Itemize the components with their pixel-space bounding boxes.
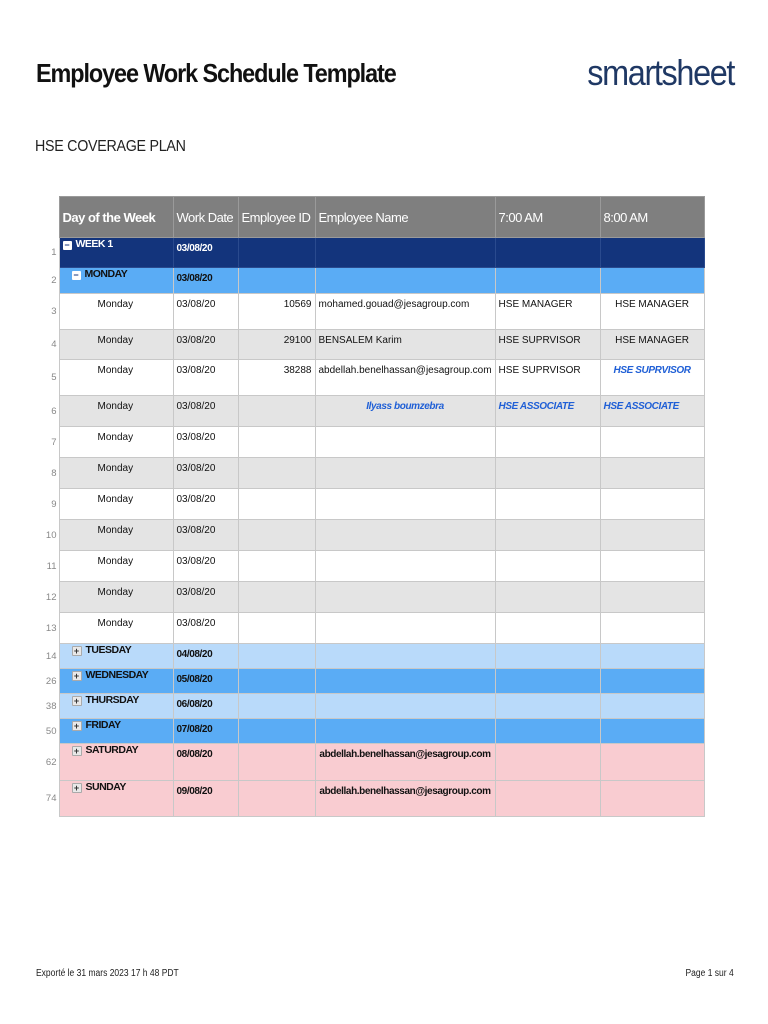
table-row[interactable] — [38, 613, 704, 644]
date-cell[interactable] — [173, 294, 238, 330]
day-cell[interactable] — [59, 427, 173, 458]
date-cell-text: 03/08/20 — [176, 401, 216, 412]
shift-7am-cell[interactable] — [495, 669, 600, 694]
column-header-employee-name[interactable]: Employee Name — [315, 197, 495, 238]
shift-7am-cell[interactable] — [495, 694, 600, 719]
shift-8am-cell-text: HSE SUPRVISOR — [613, 365, 691, 376]
column-header-day[interactable]: Day of the Week — [59, 197, 173, 238]
shift-8am-cell[interactable] — [600, 719, 704, 744]
shift-7am-cell[interactable] — [495, 781, 600, 817]
row-number: 11 — [38, 551, 59, 582]
collapse-icon[interactable]: − — [73, 270, 79, 280]
row-number: 62 — [38, 744, 59, 781]
shift-7am-cell[interactable] — [495, 719, 600, 744]
shift-7am-cell-text: HSE ASSOCIATE — [498, 401, 574, 412]
date-cell[interactable] — [173, 458, 238, 489]
day-group-row-saturday[interactable] — [38, 744, 704, 781]
sheet-subtitle: HSE COVERAGE PLAN — [35, 138, 186, 155]
employee-name-cell-text: mohamed.gouad@jesagroup.com — [318, 299, 470, 310]
employee-name-cell[interactable] — [315, 330, 495, 360]
date-cell-text: 03/08/20 — [176, 525, 216, 536]
row-number: 9 — [38, 489, 59, 520]
group-label: FRIDAY — [85, 719, 121, 731]
group-date-cell-text: 06/08/20 — [176, 699, 213, 710]
day-group-row-sunday[interactable] — [38, 781, 704, 817]
row-number: 6 — [38, 396, 59, 427]
row-number: 4 — [38, 330, 59, 360]
row-number: 38 — [38, 694, 59, 719]
schedule-table — [38, 196, 705, 817]
group-label: THURSDAY — [85, 694, 139, 706]
day-cell[interactable] — [59, 489, 173, 520]
day-group-row-wednesday[interactable] — [38, 669, 704, 694]
employee-id-cell[interactable] — [238, 360, 315, 396]
day-group-row-thursday[interactable] — [38, 694, 704, 719]
group-day-cell[interactable] — [59, 669, 173, 694]
shift-7am-cell[interactable] — [495, 427, 600, 458]
table-row[interactable] — [38, 396, 704, 427]
employee-name-cell[interactable] — [315, 613, 495, 644]
group-date-cell-text: 04/08/20 — [176, 649, 213, 660]
shift-8am-cell[interactable] — [600, 694, 704, 719]
row-number: 13 — [38, 613, 59, 644]
employee-name-cell-text: abdellah.benelhassan@jesagroup.com — [319, 749, 491, 760]
shift-8am-cell[interactable] — [600, 613, 704, 644]
day-cell-text: Monday — [97, 335, 134, 346]
row-number: 26 — [38, 669, 59, 694]
shift-8am-cell[interactable] — [600, 360, 704, 396]
group-label: SATURDAY — [85, 744, 139, 756]
week-cell[interactable] — [59, 238, 173, 268]
day-cell[interactable] — [59, 582, 173, 613]
employee-name-cell[interactable] — [315, 551, 495, 582]
group-day-cell[interactable] — [59, 719, 173, 744]
monday-group-row[interactable] — [38, 268, 704, 294]
day-cell-text: Monday — [97, 463, 134, 474]
page-title: Employee Work Schedule Template — [36, 58, 396, 88]
shift-8am-cell[interactable] — [600, 427, 704, 458]
employee-name-cell[interactable] — [315, 294, 495, 330]
shift-7am-cell[interactable] — [495, 489, 600, 520]
column-header-8am[interactable]: 8:00 AM — [600, 197, 704, 238]
employee-id-cell[interactable] — [238, 551, 315, 582]
row-number-header — [38, 197, 59, 238]
employee-name-cell[interactable] — [315, 427, 495, 458]
table-row[interactable] — [38, 360, 704, 396]
shift-8am-cell[interactable] — [600, 582, 704, 613]
expand-icon[interactable]: + — [72, 721, 82, 731]
group-label: TUESDAY — [85, 644, 132, 656]
collapse-icon[interactable]: − — [64, 240, 70, 250]
employee-name-cell[interactable] — [315, 644, 495, 669]
employee-name-cell[interactable] — [315, 582, 495, 613]
smartsheet-logo: smartsheet — [587, 52, 734, 93]
table-row[interactable] — [38, 489, 704, 520]
employee-name-cell[interactable] — [315, 520, 495, 551]
employee-name-cell[interactable] — [315, 396, 495, 427]
date-cell[interactable] — [173, 330, 238, 360]
row-number: 10 — [38, 520, 59, 551]
shift-8am-cell[interactable] — [600, 458, 704, 489]
expand-icon[interactable]: + — [72, 646, 82, 656]
date-cell[interactable] — [173, 489, 238, 520]
date-cell-text: 03/08/20 — [176, 494, 216, 505]
group-date-cell[interactable] — [173, 644, 238, 669]
employee-name-cell[interactable] — [315, 694, 495, 719]
group-date-cell[interactable] — [173, 669, 238, 694]
employee-id-cell[interactable] — [238, 330, 315, 360]
table-row[interactable] — [38, 294, 704, 330]
employee-id-cell[interactable] — [238, 669, 315, 694]
employee-name-cell[interactable] — [315, 744, 495, 781]
shift-7am-cell-text: HSE SUPRVISOR — [498, 335, 581, 346]
row-number: 5 — [38, 360, 59, 396]
week-row[interactable] — [38, 238, 704, 268]
shift-7am-cell[interactable] — [495, 360, 600, 396]
group-date-cell[interactable] — [173, 781, 238, 817]
table-row[interactable] — [38, 551, 704, 582]
employee-id-cell-text: 29100 — [283, 335, 312, 346]
shift-7am-cell[interactable] — [495, 396, 600, 427]
date-cell[interactable] — [173, 427, 238, 458]
date-cell-text: 03/08/20 — [176, 432, 216, 443]
page-number: Page 1 sur 4 — [685, 968, 734, 979]
group-date-cell-text: 08/08/20 — [176, 749, 213, 760]
day-cell-text: Monday — [97, 432, 134, 443]
column-header-work-date[interactable]: Work Date — [173, 197, 238, 238]
employee-id-cell-text: 38288 — [283, 365, 312, 376]
row-number: 12 — [38, 582, 59, 613]
row-number: 7 — [38, 427, 59, 458]
employee-name-cell-text: Ilyass boumzebra — [366, 401, 444, 412]
shift-8am-cell[interactable] — [600, 781, 704, 817]
employee-id-cell[interactable] — [238, 396, 315, 427]
employee-id-cell[interactable] — [238, 644, 315, 669]
shift-7am-cell-text: HSE SUPRVISOR — [498, 365, 581, 376]
shift-8am-cell[interactable] — [600, 489, 704, 520]
day-cell-text: Monday — [97, 587, 134, 598]
table-row[interactable] — [38, 427, 704, 458]
shift-8am-cell-text: HSE ASSOCIATE — [603, 401, 679, 412]
shift-8am-cell[interactable] — [600, 669, 704, 694]
employee-name-cell[interactable] — [315, 360, 495, 396]
group-date-cell[interactable] — [173, 744, 238, 781]
employee-name-cell[interactable] — [315, 458, 495, 489]
shift-8am-cell-text: HSE MANAGER — [615, 335, 689, 346]
shift-8am-cell[interactable] — [600, 644, 704, 669]
shift-8am-cell[interactable] — [600, 396, 704, 427]
table-row[interactable] — [38, 582, 704, 613]
table-row[interactable] — [38, 458, 704, 489]
row-number: 50 — [38, 719, 59, 744]
group-date-cell-text: 05/08/20 — [176, 674, 213, 685]
shift-8am-cell-text: HSE MANAGER — [615, 299, 689, 310]
expand-icon[interactable]: + — [72, 696, 82, 706]
group-day-cell[interactable] — [59, 644, 173, 669]
day-cell-text: Monday — [97, 525, 134, 536]
group-date[interactable]: 03/08/20 — [173, 268, 238, 294]
employee-name-cell[interactable] — [315, 669, 495, 694]
row-number: 8 — [38, 458, 59, 489]
employee-name-cell-text: BENSALEM Karim — [318, 335, 402, 346]
day-cell[interactable] — [59, 613, 173, 644]
shift-7am-cell[interactable] — [495, 644, 600, 669]
group-date-cell[interactable] — [173, 694, 238, 719]
day-cell[interactable] — [59, 551, 173, 582]
row-number: 1 — [38, 238, 59, 268]
employee-id-cell[interactable] — [238, 694, 315, 719]
employee-name-cell[interactable] — [315, 719, 495, 744]
employee-name-cell-text: abdellah.benelhassan@jesagroup.com — [319, 786, 491, 797]
shift-7am-cell[interactable] — [495, 613, 600, 644]
week-date[interactable]: 03/08/20 — [173, 238, 238, 268]
date-cell-text: 03/08/20 — [176, 556, 216, 567]
day-cell[interactable] — [59, 396, 173, 427]
day-cell-text: Monday — [97, 494, 134, 505]
date-cell[interactable] — [173, 582, 238, 613]
day-cell-text: Monday — [97, 618, 134, 629]
table-row[interactable] — [38, 330, 704, 360]
date-cell-text: 03/08/20 — [176, 365, 216, 376]
table-row[interactable] — [38, 520, 704, 551]
employee-id-cell-text: 10569 — [283, 299, 312, 310]
group-day-cell[interactable] — [59, 781, 173, 817]
date-cell[interactable] — [173, 520, 238, 551]
column-header-employee-id[interactable]: Employee ID — [238, 197, 315, 238]
date-cell-text: 03/08/20 — [176, 463, 216, 474]
date-cell-text: 03/08/20 — [176, 587, 216, 598]
employee-id-cell[interactable] — [238, 781, 315, 817]
shift-8am-cell[interactable] — [600, 294, 704, 330]
employee-id-cell[interactable] — [238, 719, 315, 744]
day-cell-text: Monday — [97, 299, 134, 310]
day-cell-text: Monday — [97, 401, 134, 412]
employee-name-cell-text: abdellah.benelhassan@jesagroup.com — [318, 365, 492, 376]
shift-7am-cell[interactable] — [495, 582, 600, 613]
employee-name-cell[interactable] — [315, 489, 495, 520]
employee-id-cell[interactable] — [238, 489, 315, 520]
shift-7am-cell[interactable] — [495, 330, 600, 360]
group-date-cell-text: 09/08/20 — [176, 786, 213, 797]
expand-icon[interactable]: + — [72, 671, 82, 681]
day-group-row-tuesday[interactable] — [38, 644, 704, 669]
day-cell-text: Monday — [97, 365, 134, 376]
column-header-7am[interactable]: 7:00 AM — [495, 197, 600, 238]
day-cell[interactable] — [59, 458, 173, 489]
row-number: 14 — [38, 644, 59, 669]
export-footer: Exporté le 31 mars 2023 17 h 48 PDT — [36, 968, 179, 979]
date-cell[interactable] — [173, 613, 238, 644]
date-cell[interactable] — [173, 396, 238, 427]
row-number: 74 — [38, 781, 59, 817]
row-number: 2 — [38, 268, 59, 294]
shift-7am-cell-text: HSE MANAGER — [498, 299, 573, 310]
employee-id-cell[interactable] — [238, 458, 315, 489]
employee-id-cell[interactable] — [238, 294, 315, 330]
date-cell-text: 03/08/20 — [176, 618, 216, 629]
day-group-row-friday[interactable] — [38, 719, 704, 744]
shift-7am-cell[interactable] — [495, 744, 600, 781]
group-day-cell[interactable] — [59, 694, 173, 719]
employee-id-cell[interactable] — [238, 744, 315, 781]
group-day-cell[interactable] — [59, 744, 173, 781]
day-cell[interactable] — [59, 360, 173, 396]
row-number: 3 — [38, 294, 59, 330]
date-cell-text: 03/08/20 — [176, 335, 216, 346]
expand-icon[interactable]: + — [72, 746, 82, 756]
week-label: WEEK 1 — [75, 238, 113, 250]
header-row — [38, 197, 704, 238]
group-label: SUNDAY — [85, 781, 126, 793]
day-cell[interactable] — [59, 330, 173, 360]
group-date-cell-text: 07/08/20 — [176, 724, 213, 735]
shift-7am-cell[interactable] — [495, 294, 600, 330]
group-label: WEDNESDAY — [85, 669, 149, 681]
shift-8am-cell[interactable] — [600, 551, 704, 582]
day-cell[interactable] — [59, 520, 173, 551]
shift-7am-cell[interactable] — [495, 458, 600, 489]
shift-7am-cell[interactable] — [495, 551, 600, 582]
date-cell[interactable] — [173, 360, 238, 396]
group-date-cell[interactable] — [173, 719, 238, 744]
employee-id-cell[interactable] — [238, 427, 315, 458]
employee-name-cell[interactable] — [315, 781, 495, 817]
employee-id-cell[interactable] — [238, 520, 315, 551]
day-cell-text: Monday — [97, 556, 134, 567]
day-cell[interactable] — [59, 294, 173, 330]
expand-icon[interactable]: + — [72, 783, 82, 793]
shift-8am-cell[interactable] — [600, 520, 704, 551]
monday-group-cell[interactable] — [59, 268, 173, 294]
shift-8am-cell[interactable] — [600, 744, 704, 781]
date-cell[interactable] — [173, 551, 238, 582]
shift-7am-cell[interactable] — [495, 520, 600, 551]
employee-id-cell[interactable] — [238, 582, 315, 613]
date-cell-text: 03/08/20 — [176, 299, 216, 310]
group-label: MONDAY — [84, 268, 128, 280]
shift-8am-cell[interactable] — [600, 330, 704, 360]
employee-id-cell[interactable] — [238, 613, 315, 644]
